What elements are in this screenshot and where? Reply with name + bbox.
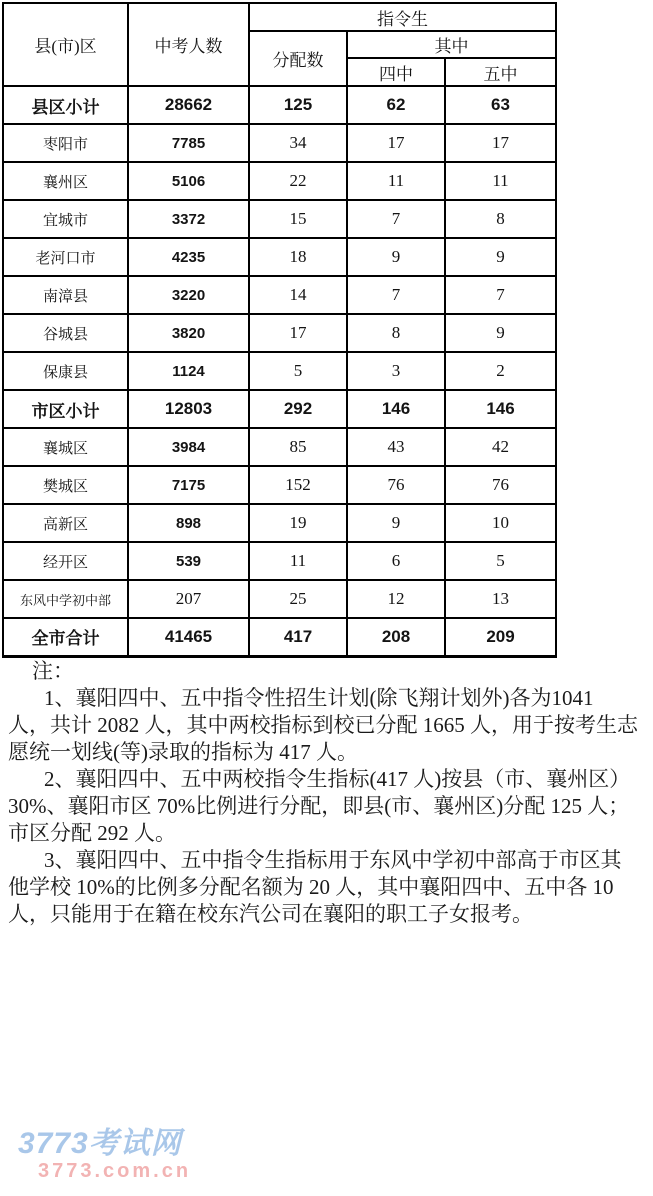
allocated-cell: 292: [249, 390, 347, 428]
school5-cell: 2: [445, 352, 556, 390]
allocated-cell: 417: [249, 618, 347, 656]
region-cell: 高新区: [3, 504, 128, 542]
school5-cell: 8: [445, 200, 556, 238]
watermark-url-text: 3773.com.cn: [38, 1160, 192, 1182]
table-row: [3, 542, 556, 580]
allocated-cell: 19: [249, 504, 347, 542]
table-row: [3, 580, 556, 618]
table-row: [3, 276, 556, 314]
table-row: [3, 352, 556, 390]
allocated-cell: 17: [249, 314, 347, 352]
region-cell: 谷城县: [3, 314, 128, 352]
school4-cell: 43: [347, 428, 445, 466]
school4-cell: 62: [347, 86, 445, 124]
school5-cell: 209: [445, 618, 556, 656]
table-row: [3, 504, 556, 542]
table-row: [3, 618, 556, 656]
exam-count-cell: 3220: [128, 276, 249, 314]
watermark: [18, 1128, 278, 1182]
school4-cell: 9: [347, 238, 445, 276]
exam-count-cell: 7175: [128, 466, 249, 504]
school5-cell: 42: [445, 428, 556, 466]
allocated-cell: 22: [249, 162, 347, 200]
region-cell: 樊城区: [3, 466, 128, 504]
exam-count-cell: 7785: [128, 124, 249, 162]
region-cell: 全市合计: [3, 618, 128, 656]
exam-count-cell: 539: [128, 542, 249, 580]
school4-cell: 7: [347, 276, 445, 314]
header-school4: 四中: [347, 58, 445, 86]
school4-cell: 76: [347, 466, 445, 504]
school5-cell: 146: [445, 390, 556, 428]
exam-count-cell: 4235: [128, 238, 249, 276]
school5-cell: 63: [445, 86, 556, 124]
exam-count-cell: 3820: [128, 314, 249, 352]
table-row: [3, 86, 556, 124]
school5-cell: 13: [445, 580, 556, 618]
header-allocated: 分配数: [249, 31, 347, 86]
table-row: [3, 466, 556, 504]
table-body: [3, 86, 556, 656]
region-cell: 襄州区: [3, 162, 128, 200]
exam-count-cell: 207: [128, 580, 249, 618]
exam-count-cell: 3984: [128, 428, 249, 466]
table-row: [3, 314, 556, 352]
school4-cell: 12: [347, 580, 445, 618]
school4-cell: 9: [347, 504, 445, 542]
school4-cell: 7: [347, 200, 445, 238]
exam-count-cell: 1124: [128, 352, 249, 390]
region-cell: 县区小计: [3, 86, 128, 124]
school5-cell: 9: [445, 238, 556, 276]
region-cell: 枣阳市: [3, 124, 128, 162]
region-cell: 襄城区: [3, 428, 128, 466]
exam-count-cell: 3372: [128, 200, 249, 238]
notes-section: [8, 658, 640, 928]
table-row: [3, 162, 556, 200]
school4-cell: 11: [347, 162, 445, 200]
allocated-cell: 25: [249, 580, 347, 618]
note-item: 2、襄阳四中、五中两校指令生指标(417 人)按县（市、襄州区）30%、襄阳市区 70%比例进行分配，即县(市、襄州区)分配 125 人；市区分配 292 人。: [8, 767, 631, 845]
table-header: [3, 3, 556, 86]
exam-count-cell: 5106: [128, 162, 249, 200]
school5-cell: 5: [445, 542, 556, 580]
note-item: 3、襄阳四中、五中指令生指标用于东风中学初中部高于市区其他学校 10%的比例多分配名额为 20 人，其中襄阳四中、五中各 10 人，只能用于在籍在校东汽公司在襄阳的职工子女报考。: [8, 848, 622, 926]
school5-cell: 9: [445, 314, 556, 352]
school4-cell: 146: [347, 390, 445, 428]
allocated-cell: 152: [249, 466, 347, 504]
header-directive-group: 指令生: [249, 3, 556, 31]
school5-cell: 76: [445, 466, 556, 504]
table-row: [3, 428, 556, 466]
exam-count-cell: 28662: [128, 86, 249, 124]
notes-label: 注：: [32, 659, 74, 683]
region-cell: 保康县: [3, 352, 128, 390]
header-school5: 五中: [445, 58, 556, 86]
table-row: [3, 124, 556, 162]
allocated-cell: 15: [249, 200, 347, 238]
table-row: [3, 238, 556, 276]
watermark-logo-text: 3773考试网: [18, 1127, 182, 1160]
allocated-cell: 18: [249, 238, 347, 276]
quota-allocation-table: [2, 2, 557, 658]
school5-cell: 11: [445, 162, 556, 200]
school4-cell: 8: [347, 314, 445, 352]
region-cell: 经开区: [3, 542, 128, 580]
exam-count-cell: 12803: [128, 390, 249, 428]
allocated-cell: 11: [249, 542, 347, 580]
region-cell: 东风中学初中部: [3, 580, 128, 618]
exam-count-cell: 898: [128, 504, 249, 542]
note-item: 1、襄阳四中、五中指令性招生计划(除飞翔计划外)各为1041 人，共计 2082 人，其中两校指标到校已分配 1665 人，用于按考生志愿统一划线(等)录取的指标为 417 人。: [8, 686, 638, 764]
header-of-which-group: 其中: [347, 31, 556, 58]
notes-list: [8, 685, 640, 928]
exam-count-cell: 41465: [128, 618, 249, 656]
region-cell: 宜城市: [3, 200, 128, 238]
region-cell: 老河口市: [3, 238, 128, 276]
school4-cell: 208: [347, 618, 445, 656]
school5-cell: 10: [445, 504, 556, 542]
header-region: 县(市)区: [3, 3, 128, 86]
school4-cell: 17: [347, 124, 445, 162]
school5-cell: 17: [445, 124, 556, 162]
region-cell: 市区小计: [3, 390, 128, 428]
region-cell: 南漳县: [3, 276, 128, 314]
allocated-cell: 85: [249, 428, 347, 466]
header-exam-count: 中考人数: [128, 3, 249, 86]
school4-cell: 6: [347, 542, 445, 580]
table-row: [3, 390, 556, 428]
allocated-cell: 14: [249, 276, 347, 314]
table-row: [3, 200, 556, 238]
school4-cell: 3: [347, 352, 445, 390]
allocated-cell: 125: [249, 86, 347, 124]
school5-cell: 7: [445, 276, 556, 314]
allocated-cell: 5: [249, 352, 347, 390]
allocated-cell: 34: [249, 124, 347, 162]
